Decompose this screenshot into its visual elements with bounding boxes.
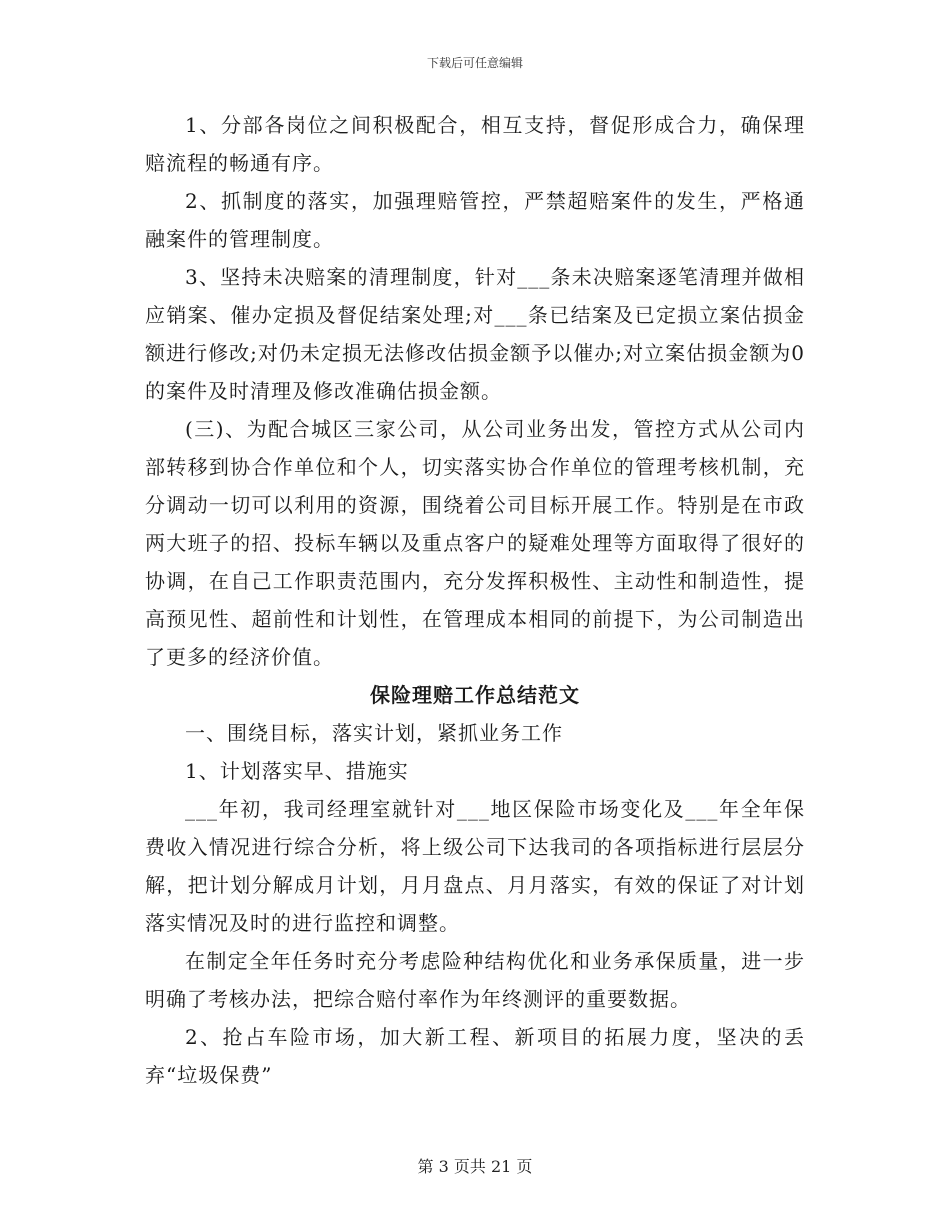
paragraph: 2、抓制度的落实，加强理赔管控，严禁超赔案件的发生，严格通融案件的管理制度。 (145, 189, 805, 251)
paragraph: 一、围绕目标，落实计划，紧抓业务工作 (185, 721, 563, 745)
paragraph: ___年初，我司经理室就针对___地区保险市场变化及___年全年保费收入情况进行综合分析，将上级公司下达我司的各项指标进行层层分解，把计划分解成月计划，月月盘点、月月落实，有效的保证了对计划落实情况及时的进行监控和调整。 (145, 797, 805, 935)
section-title: 保险理赔工作总结范文 (370, 683, 580, 707)
paragraph: 2、抢占车险市场，加大新工程、新项目的拓展力度，坚决的丢弃“垃圾保费” (145, 1025, 805, 1087)
page-footer: 第 3 页共 21 页 (417, 1157, 533, 1176)
page-header: 下载后可任意编辑 (426, 56, 523, 70)
paragraph: 1、分部各岗位之间积极配合，相互支持，督促形成合力，确保理赔流程的畅通有序。 (145, 113, 805, 175)
paragraph: (三)、为配合城区三家公司，从公司业务出发，管控方式从公司内部转移到协合作单位和个人，切实落实协合作单位的管理考核机制，充分调动一切可以利用的资源，围绕着公司目标开展工作。特别是在市政两大班子的招、投标车辆以及重点客户的疑难处理等方面取得了很好的协调，在自己工作职责范围内，充分发挥积极性、主动性和制造性，提高预见性、超前性和计划性，在管理成本相同的前提下，为公司制造出了更多的经济价值。 (145, 417, 805, 669)
paragraph: 3、坚持未决赔案的清理制度，针对___条未决赔案逐笔清理并做相应销案、催办定损及督促结案处理;对___条已结案及已定损立案估损金额进行修改;对仍未定损无法修改估损金额予以催办;对立案估损金额为0的案件及时清理及修改准确估损金额。 (145, 265, 805, 403)
document-body (145, 106, 805, 1094)
paragraph: 在制定全年任务时充分考虑险种结构优化和业务承保质量，进一步明确了考核办法，把综合赔付率作为年终测评的重要数据。 (145, 949, 805, 1011)
paragraph: 1、计划落实早、措施实 (185, 759, 409, 783)
